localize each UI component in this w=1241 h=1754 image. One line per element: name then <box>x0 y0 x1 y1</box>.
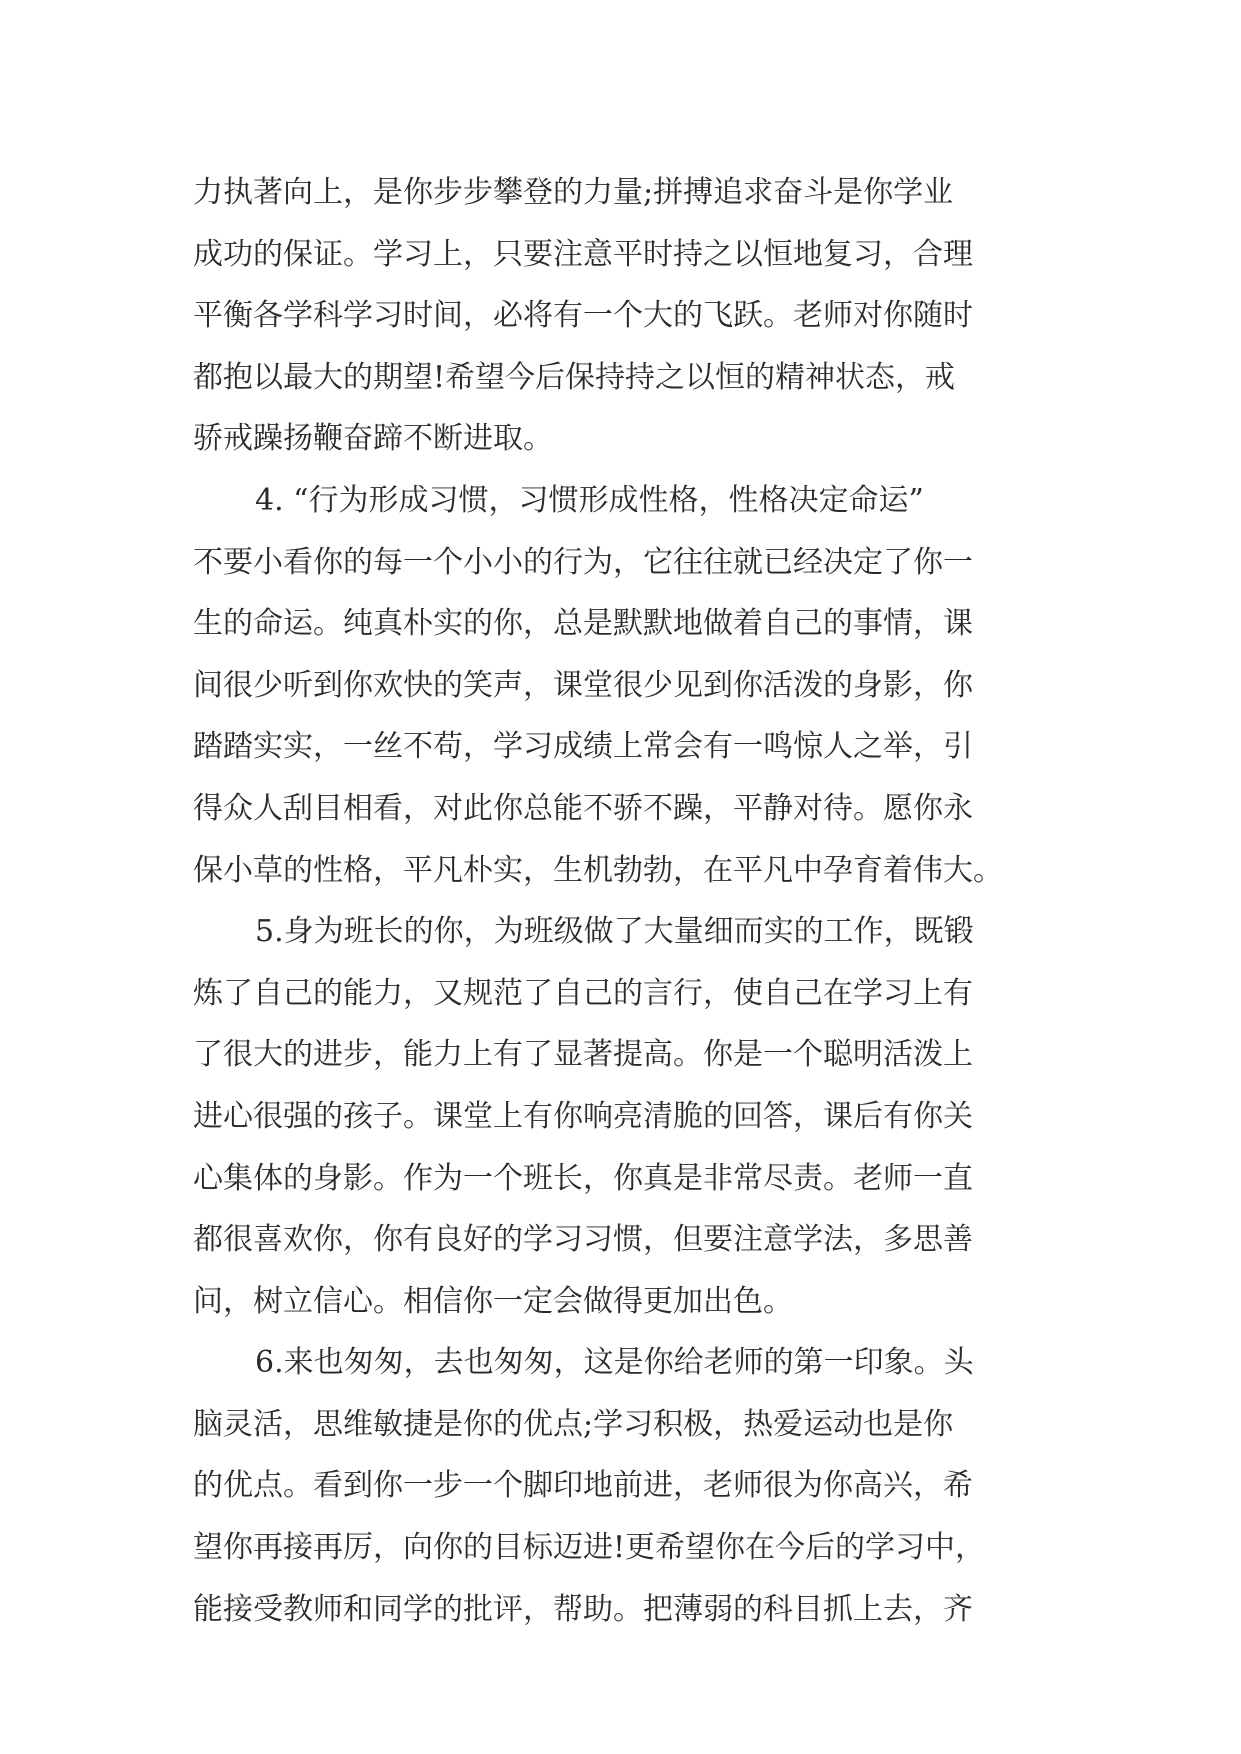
text-line: 踏踏实实，一丝不苟，学习成绩上常会有一鸣惊人之举，引 <box>193 729 973 765</box>
text-line: 的优点。看到你一步一个脚印地前进，老师很为你高兴，希 <box>193 1468 973 1504</box>
text-line: 进心很强的孩子。课堂上有你响亮清脆的回答，课后有你关 <box>193 1098 973 1134</box>
text-line: 炼了自己的能力，又规范了自己的言行，使自己在学习上有 <box>193 975 973 1011</box>
text-line: 保小草的性格，平凡朴实，生机勃勃，在平凡中孕育着伟大。 <box>193 852 1003 888</box>
text-line: 都很喜欢你，你有良好的学习习惯，但要注意学法，多思善 <box>193 1222 973 1258</box>
text-line: 脑灵活，思维敏捷是你的优点;学习积极，热爱运动也是你 <box>193 1406 954 1442</box>
paragraph-6-first-line: 6.来也匆匆，去也匆匆，这是你给老师的第一印象。头 <box>255 1345 974 1381</box>
document-body <box>193 162 1051 1640</box>
text-line: 得众人刮目相看，对此你总能不骄不躁，平静对待。愿你永 <box>193 790 973 826</box>
text-line: 问，树立信心。相信你一定会做得更加出色。 <box>193 1283 793 1319</box>
text-line: 不要小看你的每一个小小的行为，它往往就已经决定了你一 <box>193 544 973 580</box>
text-line: 都抱以最大的期望!希望今后保持持之以恒的精神状态，戒 <box>193 359 956 395</box>
text-line: 成功的保证。学习上，只要注意平时持之以恒地复习，合理 <box>193 236 973 272</box>
text-line: 了很大的进步，能力上有了显著提高。你是一个聪明活泼上 <box>193 1037 973 1073</box>
paragraph-5-first-line: 5.身为班长的你，为班级做了大量细而实的工作，既锻 <box>255 914 974 950</box>
text-line: 力执著向上，是你步步攀登的力量;拼搏追求奋斗是你学业 <box>193 175 954 210</box>
text-line: 平衡各学科学习时间，必将有一个大的飞跃。老师对你随时 <box>193 298 973 334</box>
text-line: 生的命运。纯真朴实的你，总是默默地做着自己的事情，课 <box>193 606 973 642</box>
text-line: 骄戒躁扬鞭奋蹄不断进取。 <box>193 421 553 457</box>
paragraph-4-first-line: 4. “行为形成习惯，习惯形成性格，性格决定命运” <box>255 482 924 518</box>
text-line: 间很少听到你欢快的笑声，课堂很少见到你活泼的身影，你 <box>193 667 973 703</box>
text-line: 望你再接再厉，向你的目标迈进!更希望你在今后的学习中， <box>193 1530 986 1566</box>
text-line: 心集体的身影。作为一个班长，你真是非常尽责。老师一直 <box>193 1160 973 1196</box>
text-line: 能接受教师和同学的批评，帮助。把薄弱的科目抓上去，齐 <box>193 1591 973 1627</box>
